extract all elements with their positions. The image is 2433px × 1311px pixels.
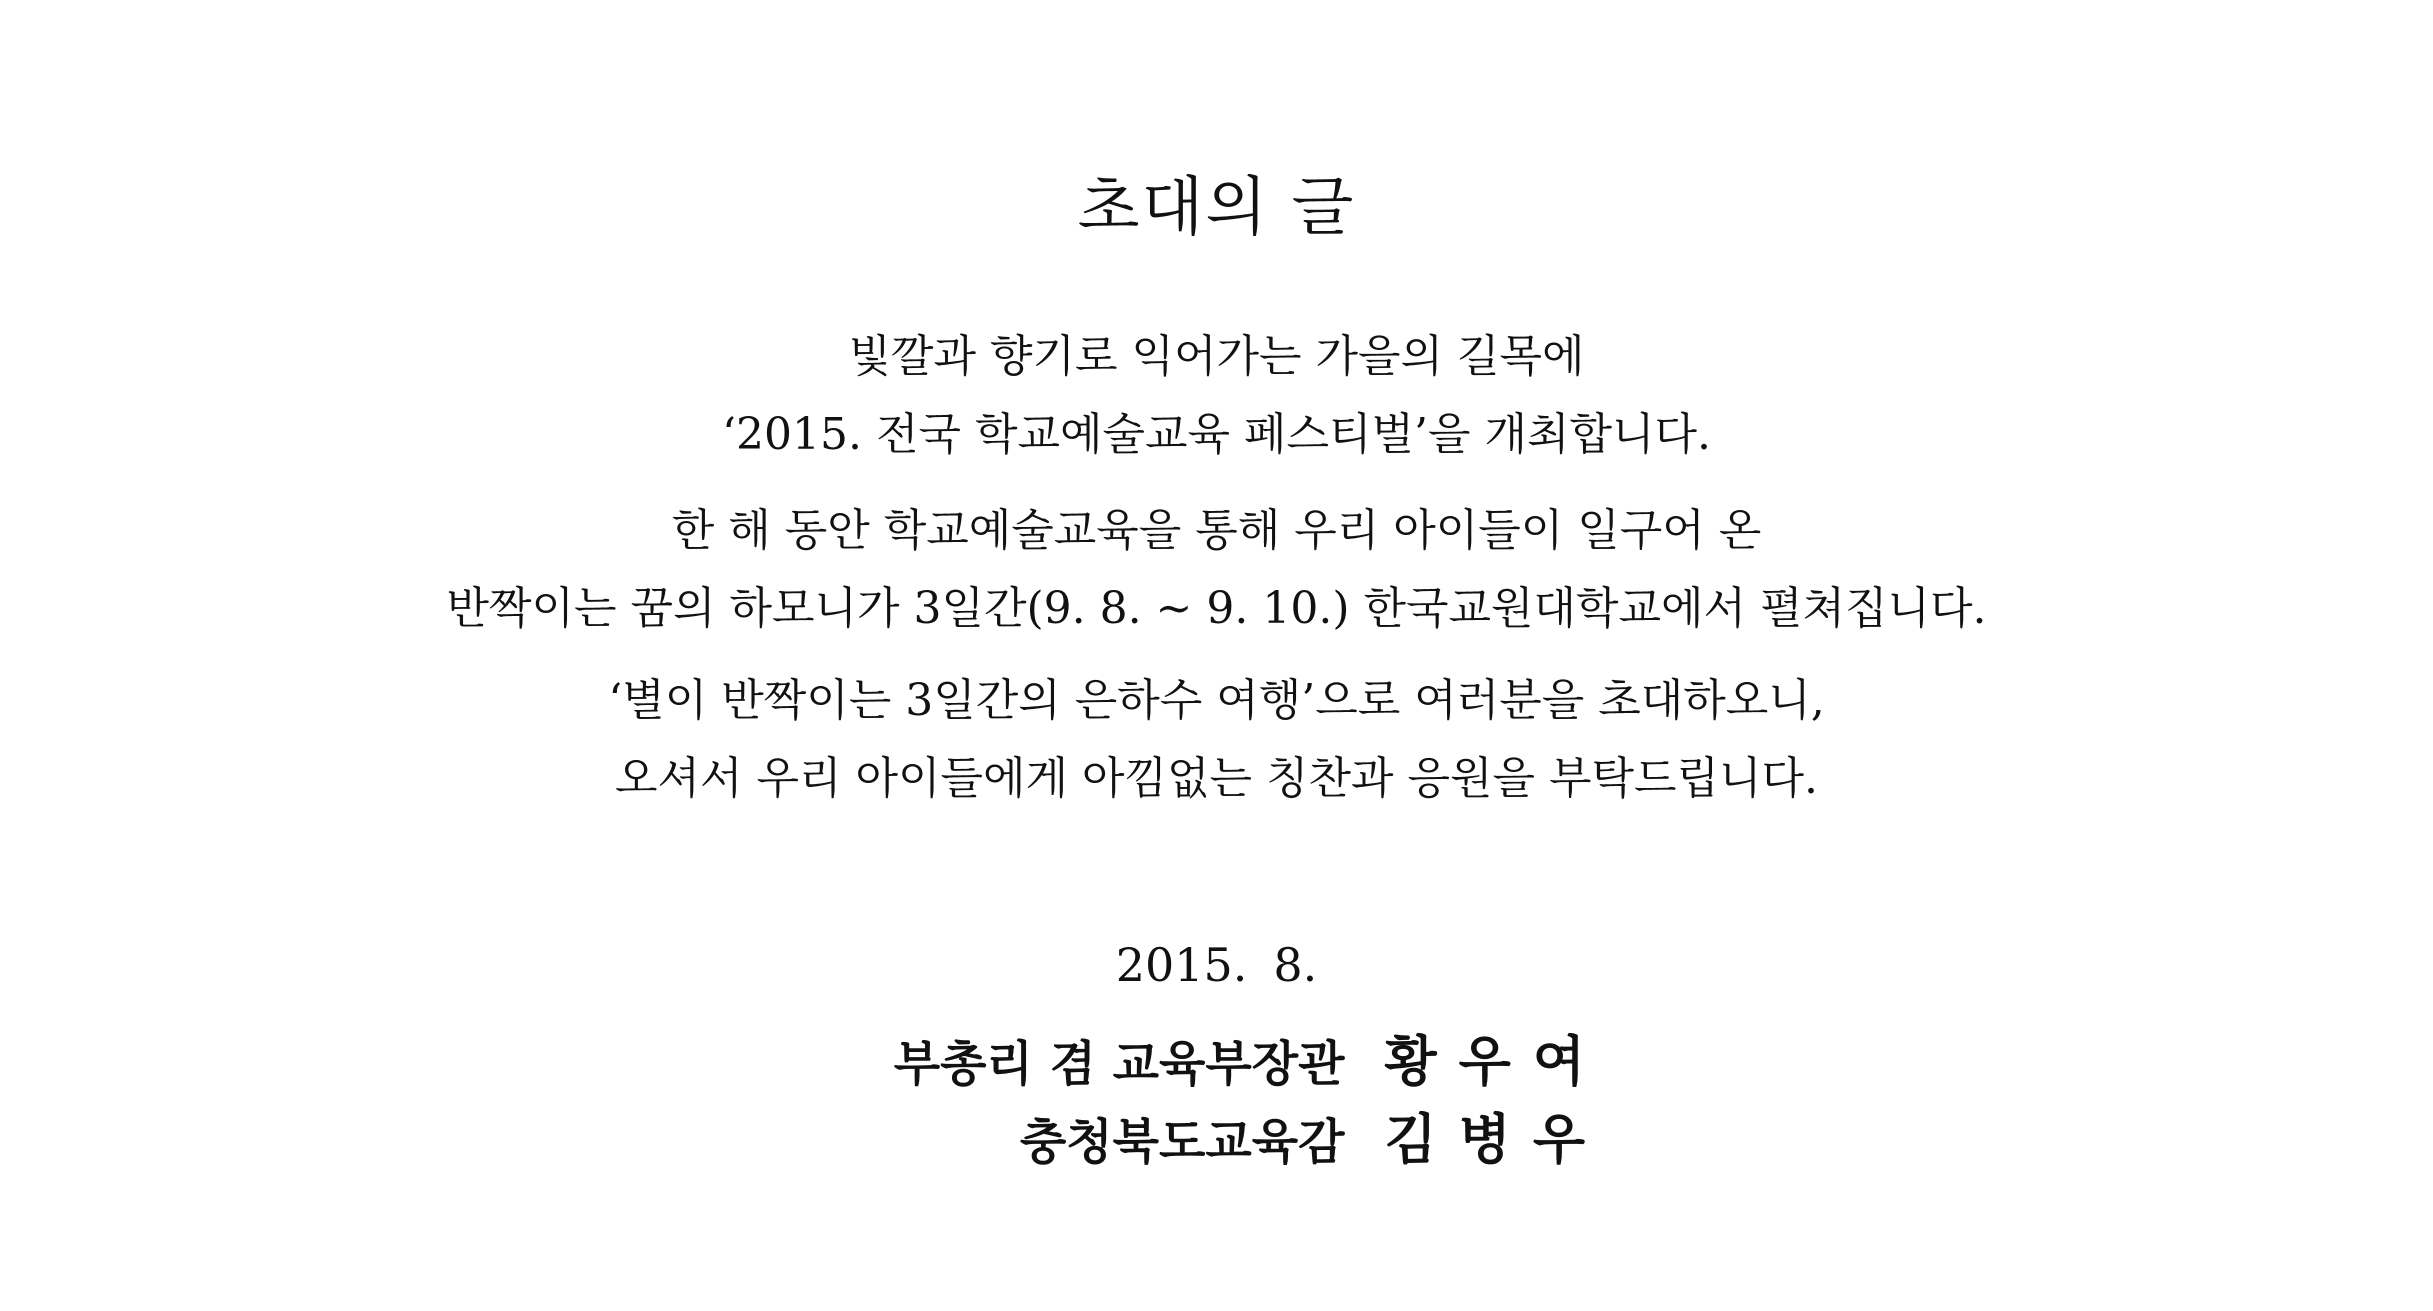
paragraph-line: 한 해 동안 학교예술교육을 통해 우리 아이들이 일구어 온	[671, 505, 1762, 556]
issue-date-year: 2015.	[1115, 938, 1248, 992]
paragraph-line: ‘2015. 전국 학교예술교육 페스티벌’을 개최합니다.	[722, 409, 1711, 460]
paragraph-line: 오셔서 우리 아이들에게 아낌없는 칭찬과 응원을 부탁드립니다.	[614, 753, 1818, 804]
signature-role: 부총리 겸 교육부장관	[893, 1036, 1345, 1092]
signature-role: 충청북도교육감	[1019, 1114, 1345, 1170]
signature-superintendent	[1019, 1104, 1607, 1177]
signature-minister	[893, 1026, 1607, 1099]
paragraph-1	[0, 318, 2433, 474]
signature-name: 김병우	[1384, 1107, 1607, 1171]
paragraph-2	[0, 492, 2433, 648]
paragraph-line: 반짝이는 꿈의 하모니가 3일간(9. 8. ~ 9. 10.) 한국교원대학교에서 펼쳐집니다.	[446, 583, 1987, 634]
signature-name: 황우여	[1384, 1029, 1607, 1093]
paragraph-line: ‘별이 반짝이는 3일간의 은하수 여행’으로 여러분을 초대하오니,	[608, 675, 1825, 726]
paragraph-line: 빛깔과 향기로 익어가는 가을의 길목에	[848, 331, 1585, 382]
issue-date-month: 8.	[1273, 938, 1318, 992]
paragraph-3	[0, 662, 2433, 818]
issue-date	[0, 930, 2433, 1000]
page-title: 초대의 글	[1077, 171, 1356, 245]
